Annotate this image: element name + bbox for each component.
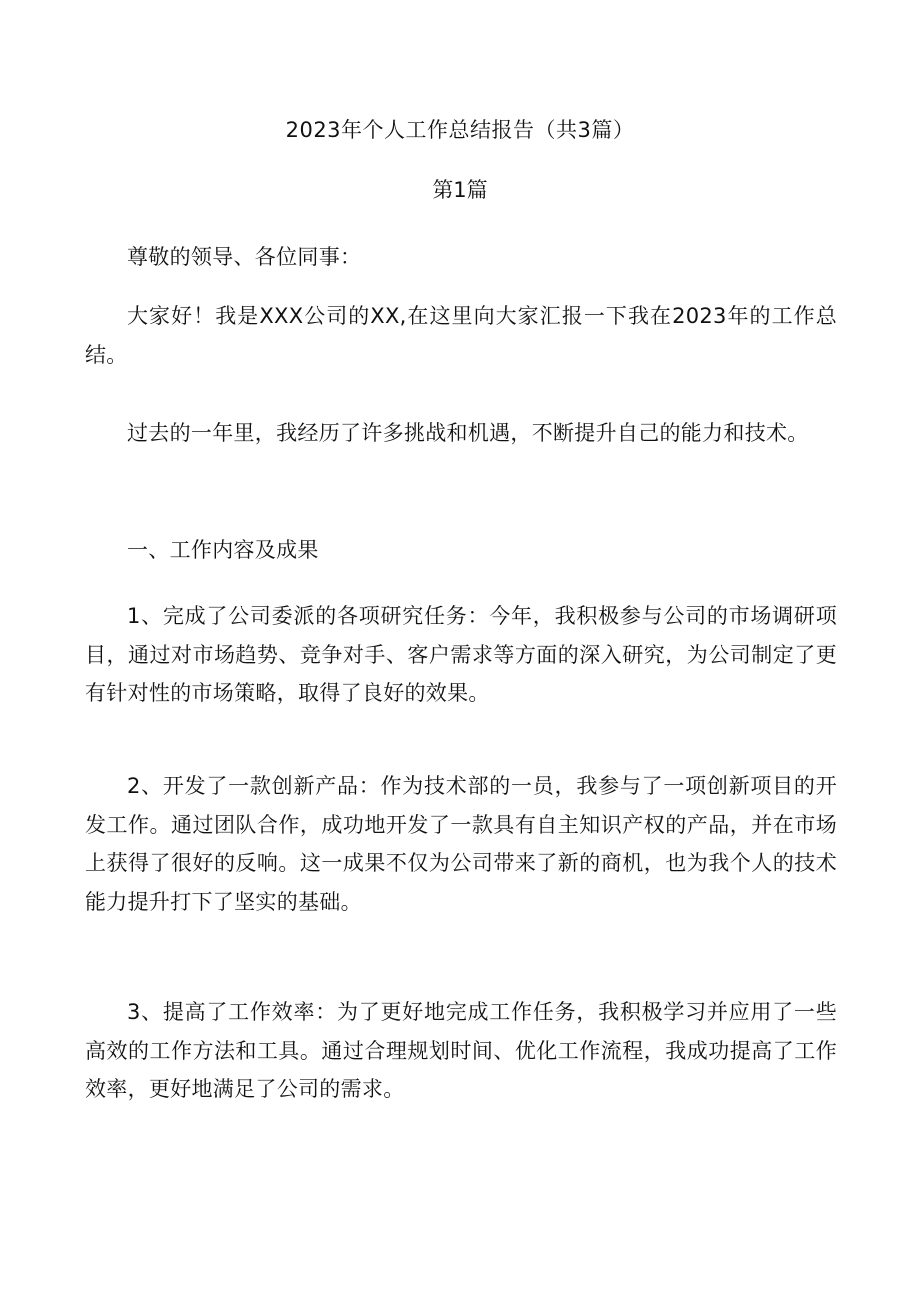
list-item: 1、完成了公司委派的各项研究任务：今年，我积极参与公司的市场调研项目，通过对市场趋势、竞争对手、客户需求等方面的深入研究，为公司制定了更有针对性的市场策略，取得了良好的效果。 xyxy=(85,604,837,705)
document-subtitle: 第1篇 xyxy=(432,178,488,202)
greeting-paragraph: 尊敬的领导、各位同事： xyxy=(127,245,362,269)
intro-paragraph: 大家好！我是XXX公司的XX,在这里向大家汇报一下我在2023年的工作总结。 xyxy=(85,304,837,367)
past-year-paragraph: 过去的一年里，我经历了许多挑战和机遇，不断提升自己的能力和技术。 xyxy=(127,421,809,445)
list-item: 3、提高了工作效率：为了更好地完成工作任务，我积极学习并应用了一些高效的工作方法和工具。通过合理规划时间、优化工作流程，我成功提高了工作效率，更好地满足了公司的需求。 xyxy=(85,1000,837,1101)
section-heading: 一、工作内容及成果 xyxy=(127,538,319,562)
document-title: 2023年个人工作总结报告（共3篇） xyxy=(285,118,635,142)
list-item: 2、开发了一款创新产品：作为技术部的一员，我参与了一项创新项目的开发工作。通过团队合作，成功地开发了一款具有自主知识产权的产品，并在市场上获得了很好的反响。这一成果不仅为公司带来了新的商机，也为我个人的技术能力提升打下了坚实的基础。 xyxy=(85,774,837,914)
